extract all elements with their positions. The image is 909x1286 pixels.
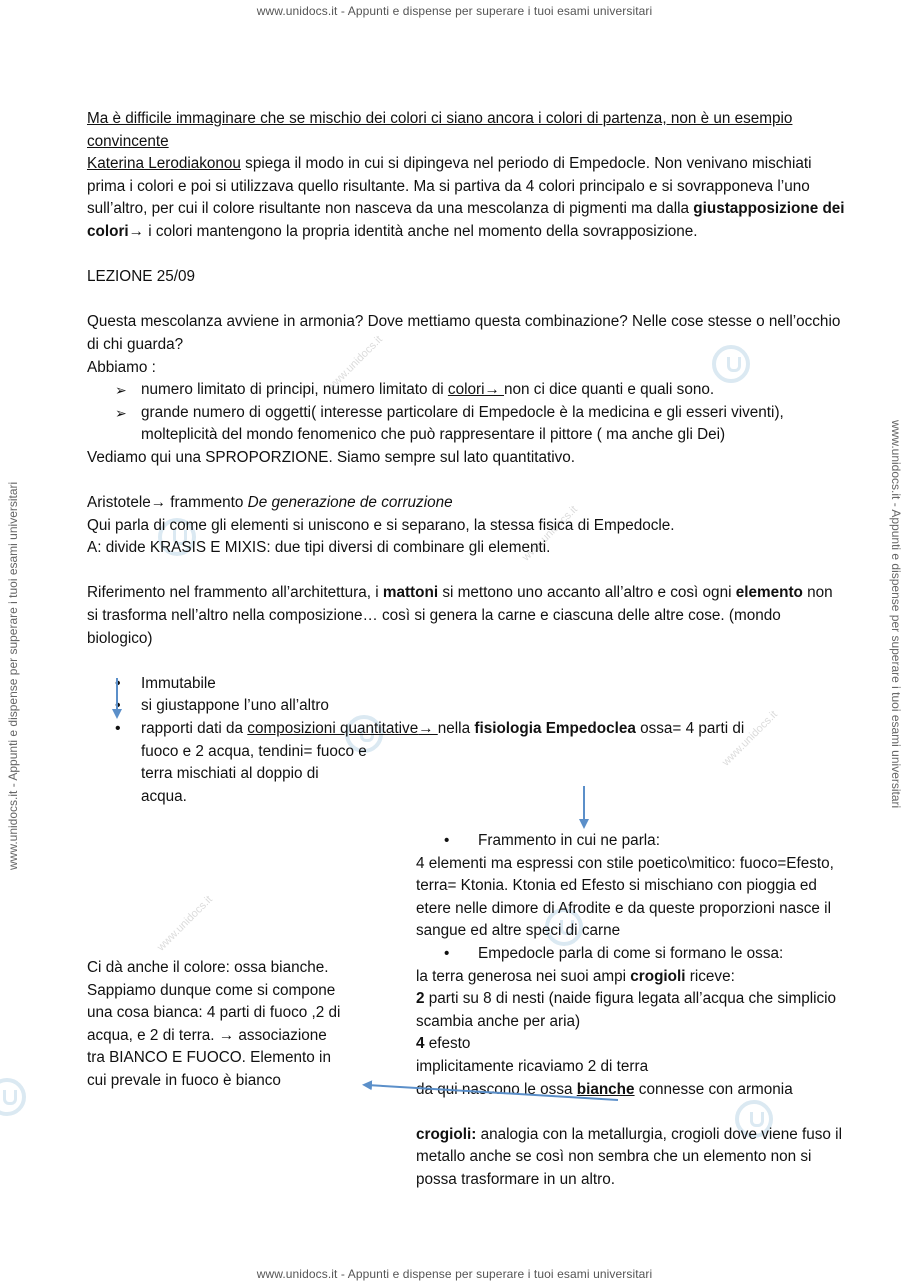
paragraph-krasis: A: divide KRASIS E MIXIS: due tipi diversi di combinare gli elementi. (87, 539, 551, 557)
arrow-icon: → (218, 1026, 235, 1044)
arrow-icon: → (418, 720, 438, 738)
author-name: Katerina Lerodiakonou (87, 155, 241, 173)
header-text: www.unidocs.it - Appunti e dispense per superare i tuoi esami universitari (256, 4, 653, 18)
side-watermark-left: www.unidocs.it - Appunti e dispense per superare i tuoi esami universitari (6, 481, 20, 870)
paragraph-crogioli: la terra generosa nei suoi ampi crogioli riceve: (416, 967, 735, 985)
line-efesto: 4 efesto (416, 1035, 471, 1053)
list-item: • Frammento in cui ne parla: (444, 832, 660, 849)
arrow-icon: → (484, 381, 505, 399)
line-terra: implicitamente ricaviamo 2 di terra (416, 1057, 649, 1075)
arrow-icon: → (150, 494, 167, 512)
heading-colori: Ma è difficile immaginare che se mischio dei colori ci siano ancora i colori di partenza, non è un esempio convincente (87, 110, 793, 150)
line-ossa-bianche: da qui nascono le ossa bianche connesse con armonia (416, 1080, 793, 1098)
lesson-date: LEZIONE 25/09 (87, 268, 195, 286)
paragraph-sproporzione: Vediamo qui una SPROPORZIONE. Siamo sempre sul lato quantitativo. (87, 448, 576, 466)
paragraph-question: Questa mescolanza avviene in armonia? Dove mettiamo questa combinazione? Nelle cose stesse o nell’occhio di chi guarda? (87, 313, 841, 353)
paragraph-colore: Ci dà anche il colore: ossa bianche. Sappiamo dunque come si compone una cosa bianca: 4 parti di fuoco ,2 di acqua, e 2 di terra. → associazione tra BIANCO E FUOCO. Elemento in cui prevale in fuoco è bianco (87, 959, 341, 1089)
paragraph-frammento: 4 elementi ma espressi con stile poetico\mitico: fuoco=Efesto, terra= Ktonia. Ktonia ed Efesto si mischiano con pioggia ed etere nelle dimore di Afrodite e da queste proporzioni nasce il sangue ed altre speci di carne (416, 854, 834, 940)
watermark-text: www.unidocs.it (520, 503, 580, 564)
list-item: • si giustappone l’uno all’altro (115, 695, 847, 718)
paragraph-fisica: Qui parla di come gli elementi si uniscono e si separano, la stessa fisica di Empedocle. (87, 516, 675, 534)
watermark-text: www.unidocs.it (155, 893, 215, 954)
watermark-text: www.unidocs.it (720, 708, 780, 769)
abbiamo-label: Abbiamo : (87, 358, 156, 376)
aristotele-line: Aristotele→ frammento De generazione de corruzione (87, 494, 453, 512)
list-item: ➢ numero limitato di principi, numero limitato di colori→ non ci dice quanti e quali sono. (115, 379, 847, 402)
paragraph-empedocle-painting: Katerina Lerodiakonou spiega il modo in cui si dipingeva nel periodo di Empedocle. Non venivano mischiati prima i colori e poi si utilizzava quello risultante. Ma si partiva da 4 colori principalo e si sovrapponeva l’uno sull’altro, per cui il colore risultante non nasceva da una mescolanza di pigmenti ma dalla giustapposizione dei colori→ i colori mantengono la propria identità anche nel momento della sovrapposizione. (87, 155, 845, 240)
side-watermark-right: www.unidocs.it - Appunti e dispense per superare i tuoi esami universitari (889, 420, 903, 809)
list-item: • rapporti dati da composizioni quantitative→ nella fisiologia Empedoclea ossa= 4 parti di fuoco e 2 acqua, tendini= fuoco e terra mischiati al doppio di acqua. (115, 718, 847, 808)
paragraph-crogioli-def: crogioli: analogia con la metallurgia, crogioli dove viene fuso il metallo anche se così non sembra che un elemento non si possa trasformare in un altro. (416, 1125, 842, 1188)
paragraph-mattoni: Riferimento nel frammento all’architettura, i mattoni si mettono uno accanto all’altro e così ogni elemento non si trasforma nell’altro nella composizione… così si genera la carne e ciascuna delle altre cose. (mondo biologico) (87, 584, 833, 647)
list-item: • Empedocle parla di come si formano le ossa: (444, 944, 784, 962)
arrow-icon: → (128, 222, 144, 240)
line-nesti: 2 parti su 8 di nesti (naide figura legata all’acqua che simplicio scambia anche per aria) (416, 990, 837, 1030)
list-item: ➢ grande numero di oggetti( interesse particolare di Empedocle è la medicina e gli esseri viventi), molteplicità del mondo fenomenico che può rappresentare il pittore ( ma anche gli Dei) (115, 402, 847, 447)
list-item: • Immutabile (115, 673, 847, 696)
arrow-left (367, 1085, 618, 1100)
footer-text: www.unidocs.it - Appunti e dispense per superare i tuoi esami universitari (256, 1267, 653, 1281)
watermark-text: www.unidocs.it (325, 333, 385, 394)
